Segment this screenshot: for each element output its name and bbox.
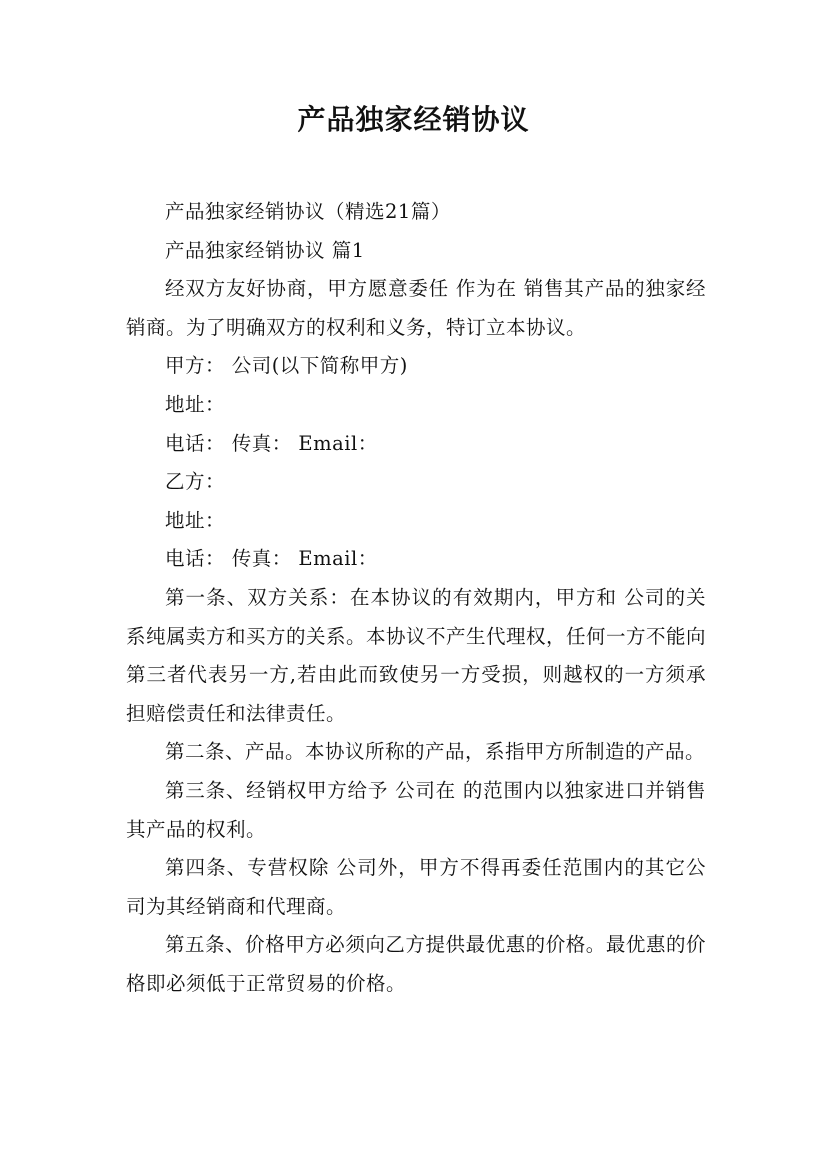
- document-body: [126, 193, 706, 1003]
- document-title: 产品独家经销协议: [297, 103, 530, 136]
- paragraph-party-b-address: 地址：: [165, 508, 226, 532]
- paragraph-party-a-contact: 电话： 传真： Email：: [165, 431, 378, 455]
- paragraph-article-5: 第五条、价格甲方必须向乙方提供最优惠的价格。最优惠的价格即必须低于正常贸易的价格。: [126, 933, 706, 995]
- paragraph-article-4: 第四条、专营权除 公司外，甲方不得再委任范围内的其它公司为其经销商和代理商。: [126, 856, 706, 918]
- paragraph-chapter-heading: 产品独家经销协议 篇1: [165, 238, 365, 262]
- paragraph-article-1: 第一条、双方关系：在本协议的有效期内，甲方和 公司的关系纯属卖方和买方的关系。本协议不产生代理权，任何一方不能向第三者代表另一方,若由此而致使另一方受损，则越权的一方须承担赔偿责任和法律责任。: [126, 585, 707, 725]
- paragraph-article-2: 第二条、产品。本协议所称的产品，系指甲方所制造的产品。: [165, 740, 706, 764]
- paragraph-party-a: 甲方： 公司(以下简称甲方): [165, 354, 408, 378]
- paragraph-party-b: 乙方：: [165, 470, 226, 494]
- paragraph-article-3: 第三条、经销权甲方给予 公司在 的范围内以独家进口并销售其产品的权利。: [126, 778, 706, 841]
- paragraph-party-b-contact: 电话： 传真： Email：: [165, 547, 378, 571]
- paragraph-party-a-address: 地址：: [165, 392, 226, 416]
- paragraph-collection-title: 产品独家经销协议（精选21篇）: [165, 200, 451, 223]
- paragraph-preamble: 经双方友好协商，甲方愿意委任 作为在 销售其产品的独家经销商。为了明确双方的权利和义务，特订立本协议。: [126, 277, 706, 339]
